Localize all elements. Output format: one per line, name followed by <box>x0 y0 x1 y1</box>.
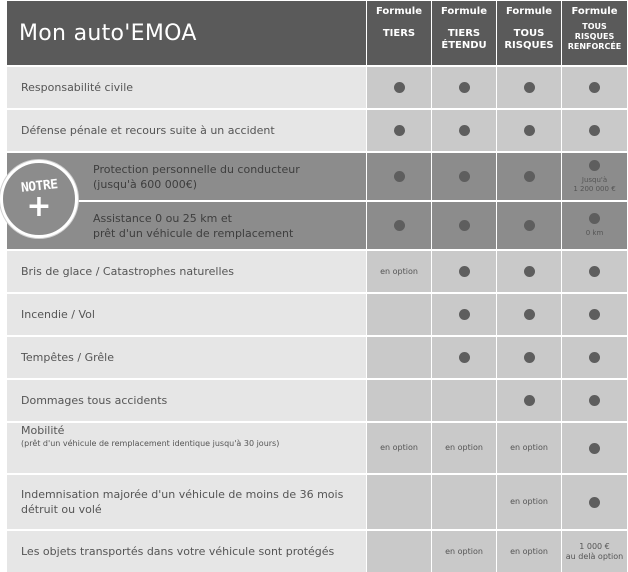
coverage-cell <box>497 110 561 151</box>
included-dot-icon <box>589 160 600 171</box>
coverage-cell <box>562 251 627 292</box>
coverage-cell <box>432 337 496 378</box>
coverage-cell <box>562 110 627 151</box>
coverage-cell <box>497 202 561 249</box>
row-label-text: Protection personnelle du conducteur (jusqu'à 600 000€) <box>93 162 300 191</box>
formula-header-2 <box>432 1 496 65</box>
row-label-text: Bris de glace / Catastrophes naturelles <box>21 265 235 278</box>
coverage-cell <box>562 531 627 572</box>
included-dot-icon <box>459 125 470 136</box>
row-label-text: Tempêtes / Grêle <box>21 351 114 364</box>
coverage-cell <box>432 153 496 200</box>
row-label-text: Mobilité <box>21 424 65 437</box>
formula-header-3 <box>497 1 561 65</box>
coverage-cell <box>562 337 627 378</box>
included-dot-icon <box>524 266 535 277</box>
coverage-cell <box>562 380 627 421</box>
row-label <box>7 294 366 335</box>
coverage-cell <box>367 531 431 572</box>
included-dot-icon <box>589 266 600 277</box>
coverage-cell <box>432 251 496 292</box>
coverage-cell <box>367 67 431 108</box>
coverage-cell <box>497 67 561 108</box>
coverage-note: Jusqu'à 1 200 000 € <box>573 175 616 193</box>
row-label <box>7 337 366 378</box>
coverage-cell <box>367 110 431 151</box>
coverage-cell <box>497 531 561 572</box>
included-dot-icon <box>524 352 535 363</box>
coverage-cell <box>367 294 431 335</box>
row-label-text: Dommages tous accidents <box>21 394 168 407</box>
included-dot-icon <box>589 395 600 406</box>
row-label <box>7 380 366 421</box>
row-label-text: Incendie / Vol <box>21 308 95 321</box>
row-label <box>7 531 366 572</box>
included-dot-icon <box>394 171 405 182</box>
included-dot-icon <box>394 220 405 231</box>
coverage-cell <box>562 475 627 529</box>
coverage-cell <box>367 337 431 378</box>
included-dot-icon <box>524 82 535 93</box>
row-label-text: Assistance 0 ou 25 km et prêt d'un véhicule de remplacement <box>93 211 294 240</box>
included-dot-icon <box>589 352 600 363</box>
row-label-text: Les objets transportés dans votre véhicule sont protégés <box>21 545 335 558</box>
coverage-cell <box>497 251 561 292</box>
coverage-cell <box>367 251 431 292</box>
formula-name: TIERS <box>382 28 416 39</box>
included-dot-icon <box>524 395 535 406</box>
row-label-text: Responsabilité civile <box>21 81 134 94</box>
included-dot-icon <box>524 171 535 182</box>
included-dot-icon <box>459 220 470 231</box>
option-text: en option <box>510 497 548 506</box>
included-dot-icon <box>589 309 600 320</box>
coverage-cell <box>562 202 627 249</box>
coverage-cell <box>432 294 496 335</box>
coverage-cell <box>367 423 431 473</box>
coverage-cell <box>367 153 431 200</box>
formula-name: TOUS RISQUES <box>504 28 554 51</box>
included-dot-icon <box>394 125 405 136</box>
row-label-text: Indemnisation majorée d'un véhicule de moins de 36 mois détruit ou volé <box>21 488 344 516</box>
included-dot-icon <box>589 125 600 136</box>
option-text: 1 000 € au delà option <box>565 541 624 561</box>
included-dot-icon <box>459 82 470 93</box>
option-text: en option <box>445 546 483 556</box>
formula-word: Formule <box>571 6 618 17</box>
formula-word: Formule <box>441 6 487 17</box>
coverage-cell <box>432 67 496 108</box>
coverage-cell <box>497 337 561 378</box>
option-text: en option <box>380 443 418 452</box>
coverage-cell <box>497 380 561 421</box>
included-dot-icon <box>459 171 470 182</box>
coverage-note: 0 km <box>585 229 604 237</box>
coverage-cell <box>432 423 496 473</box>
coverage-cell <box>432 202 496 249</box>
coverage-cell <box>562 423 627 473</box>
notre-plus-badge <box>0 160 78 238</box>
included-dot-icon <box>459 309 470 320</box>
coverage-cell <box>497 153 561 200</box>
coverage-cell <box>367 202 431 249</box>
row-label <box>7 423 366 473</box>
coverage-cell <box>562 294 627 335</box>
included-dot-icon <box>589 443 600 454</box>
page-title: Mon auto'EMOA <box>7 1 366 65</box>
coverage-cell <box>432 380 496 421</box>
coverage-cell <box>562 67 627 108</box>
coverage-cell <box>497 423 561 473</box>
coverage-cell <box>367 380 431 421</box>
coverage-cell <box>432 110 496 151</box>
option-text: en option <box>445 443 483 452</box>
formula-header-4 <box>562 1 627 65</box>
formula-word: Formule <box>376 6 422 17</box>
coverage-cell <box>432 475 496 529</box>
row-label-subtext: (prêt d'un véhicule de remplacement identique jusqu'à 30 jours) <box>21 439 280 448</box>
row-label <box>7 475 366 529</box>
option-text: en option <box>510 443 548 452</box>
coverage-cell <box>562 153 627 200</box>
row-label <box>7 110 366 151</box>
included-dot-icon <box>589 213 600 224</box>
included-dot-icon <box>524 125 535 136</box>
included-dot-icon <box>459 352 470 363</box>
option-text: en option <box>380 266 418 276</box>
coverage-cell <box>497 475 561 529</box>
included-dot-icon <box>589 82 600 93</box>
included-dot-icon <box>589 497 600 508</box>
formula-word: Formule <box>506 6 552 17</box>
formula-name: TIERS ÉTENDU <box>441 28 487 51</box>
formula-header-1 <box>367 1 431 65</box>
coverage-cell <box>497 294 561 335</box>
badge-word: NOTRE <box>19 176 58 196</box>
included-dot-icon <box>524 309 535 320</box>
row-label-text: Défense pénale et recours suite à un accident <box>21 124 275 137</box>
option-text: en option <box>510 546 548 556</box>
row-label <box>7 67 366 108</box>
coverage-cell <box>432 531 496 572</box>
row-label <box>7 251 366 292</box>
included-dot-icon <box>394 82 405 93</box>
included-dot-icon <box>524 220 535 231</box>
plus-icon: + <box>26 188 52 224</box>
included-dot-icon <box>459 266 470 277</box>
formula-name: TOUS RISQUES RENFORCÉE <box>567 22 622 51</box>
coverage-cell <box>367 475 431 529</box>
